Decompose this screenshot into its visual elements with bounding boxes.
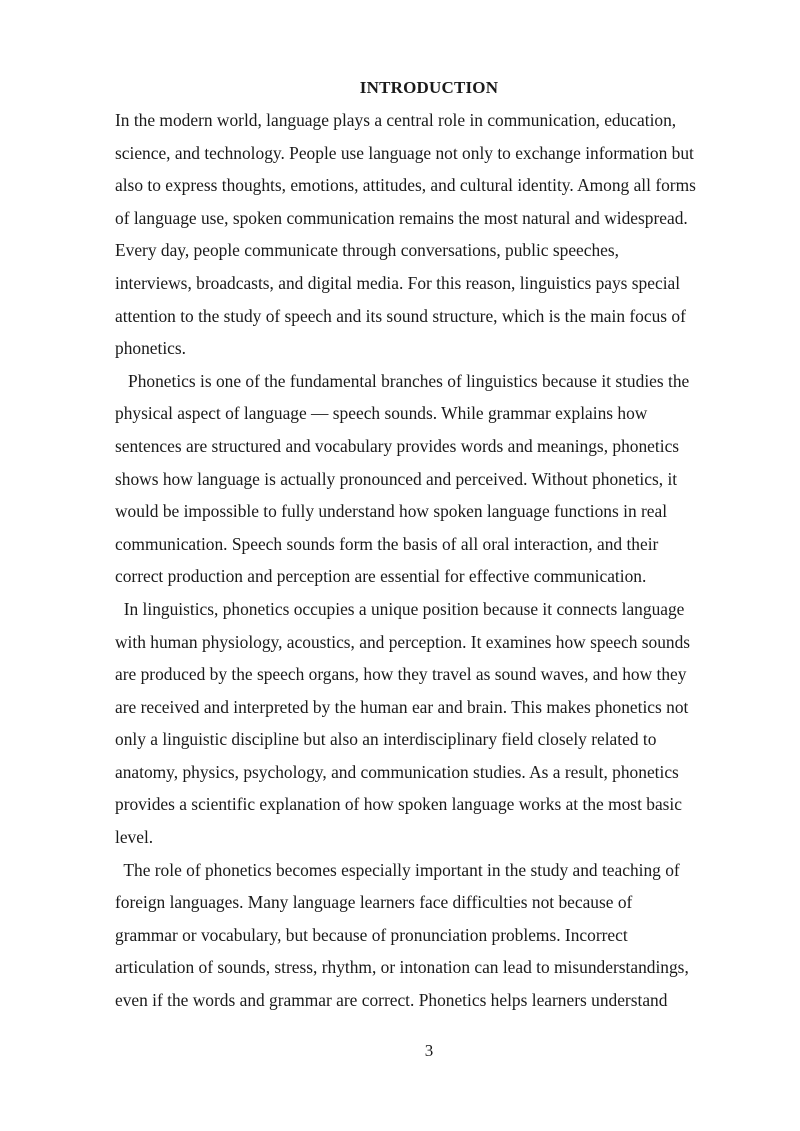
text-line: Phonetics is one of the fundamental branches of linguistics because it studies the [115, 370, 690, 391]
text-line: In the modern world, language plays a central role in communication, education, [115, 110, 677, 130]
text-line: are received and interpreted by the human ear and brain. This makes phonetics not [115, 696, 689, 717]
text-line: In linguistics, phonetics occupies a unique position because it connects language [115, 598, 685, 619]
text-line: are produced by the speech organs, how they travel as sound waves, and how they [115, 664, 687, 685]
paragraph [115, 593, 755, 854]
paragraph [115, 104, 755, 365]
text-line: The role of phonetics becomes especially important in the study and teaching of [115, 859, 680, 880]
page-number: 3 [424, 1041, 434, 1060]
text-line: even if the words and grammar are correct. Phonetics helps learners understand [115, 990, 668, 1011]
paragraph [115, 854, 755, 1017]
body-text [115, 104, 755, 1017]
text-line: provides a scientific explanation of how spoken language works at the most basic [115, 794, 682, 815]
text-line: articulation of sounds, stress, rhythm, or intonation can lead to misunderstandings, [115, 957, 689, 978]
text-line: with human physiology, acoustics, and perception. It examines how speech sounds [115, 631, 691, 652]
text-line: attention to the study of speech and its sound structure, which is the main focus of [115, 305, 686, 326]
text-line: science, and technology. People use language not only to exchange information but [115, 142, 694, 163]
text-line: only a linguistic discipline but also an interdisciplinary field closely related to [115, 729, 657, 750]
text-line: anatomy, physics, psychology, and communication studies. As a result, phonetics [115, 761, 679, 782]
text-line: communication. Speech sounds form the basis of all oral interaction, and their [115, 533, 659, 554]
text-line: would be impossible to fully understand how spoken language functions in real [115, 501, 668, 522]
text-line: physical aspect of language — speech sounds. While grammar explains how [115, 403, 648, 424]
text-line: sentences are structured and vocabulary provides words and meanings, phonetics [115, 435, 680, 456]
text-line: foreign languages. Many language learners face difficulties not because of [115, 892, 633, 913]
text-line: grammar or vocabulary, but because of pronunciation problems. Incorrect [115, 924, 628, 945]
page-title: INTRODUCTION [359, 78, 499, 97]
text-line: interviews, broadcasts, and digital media. For this reason, linguistics pays special [115, 272, 681, 293]
text-line: level. [115, 827, 154, 848]
text-line: of language use, spoken communication remains the most natural and widespread. [115, 207, 688, 228]
paragraph [115, 365, 755, 593]
text-line: correct production and perception are essential for effective communication. [115, 566, 647, 587]
text-line: shows how language is actually pronounced and perceived. Without phonetics, it [115, 468, 678, 489]
text-line: Every day, people communicate through conversations, public speeches, [115, 240, 620, 261]
text-line: also to express thoughts, emotions, attitudes, and cultural identity. Among all forms [115, 175, 696, 196]
text-line: phonetics. [115, 338, 186, 359]
